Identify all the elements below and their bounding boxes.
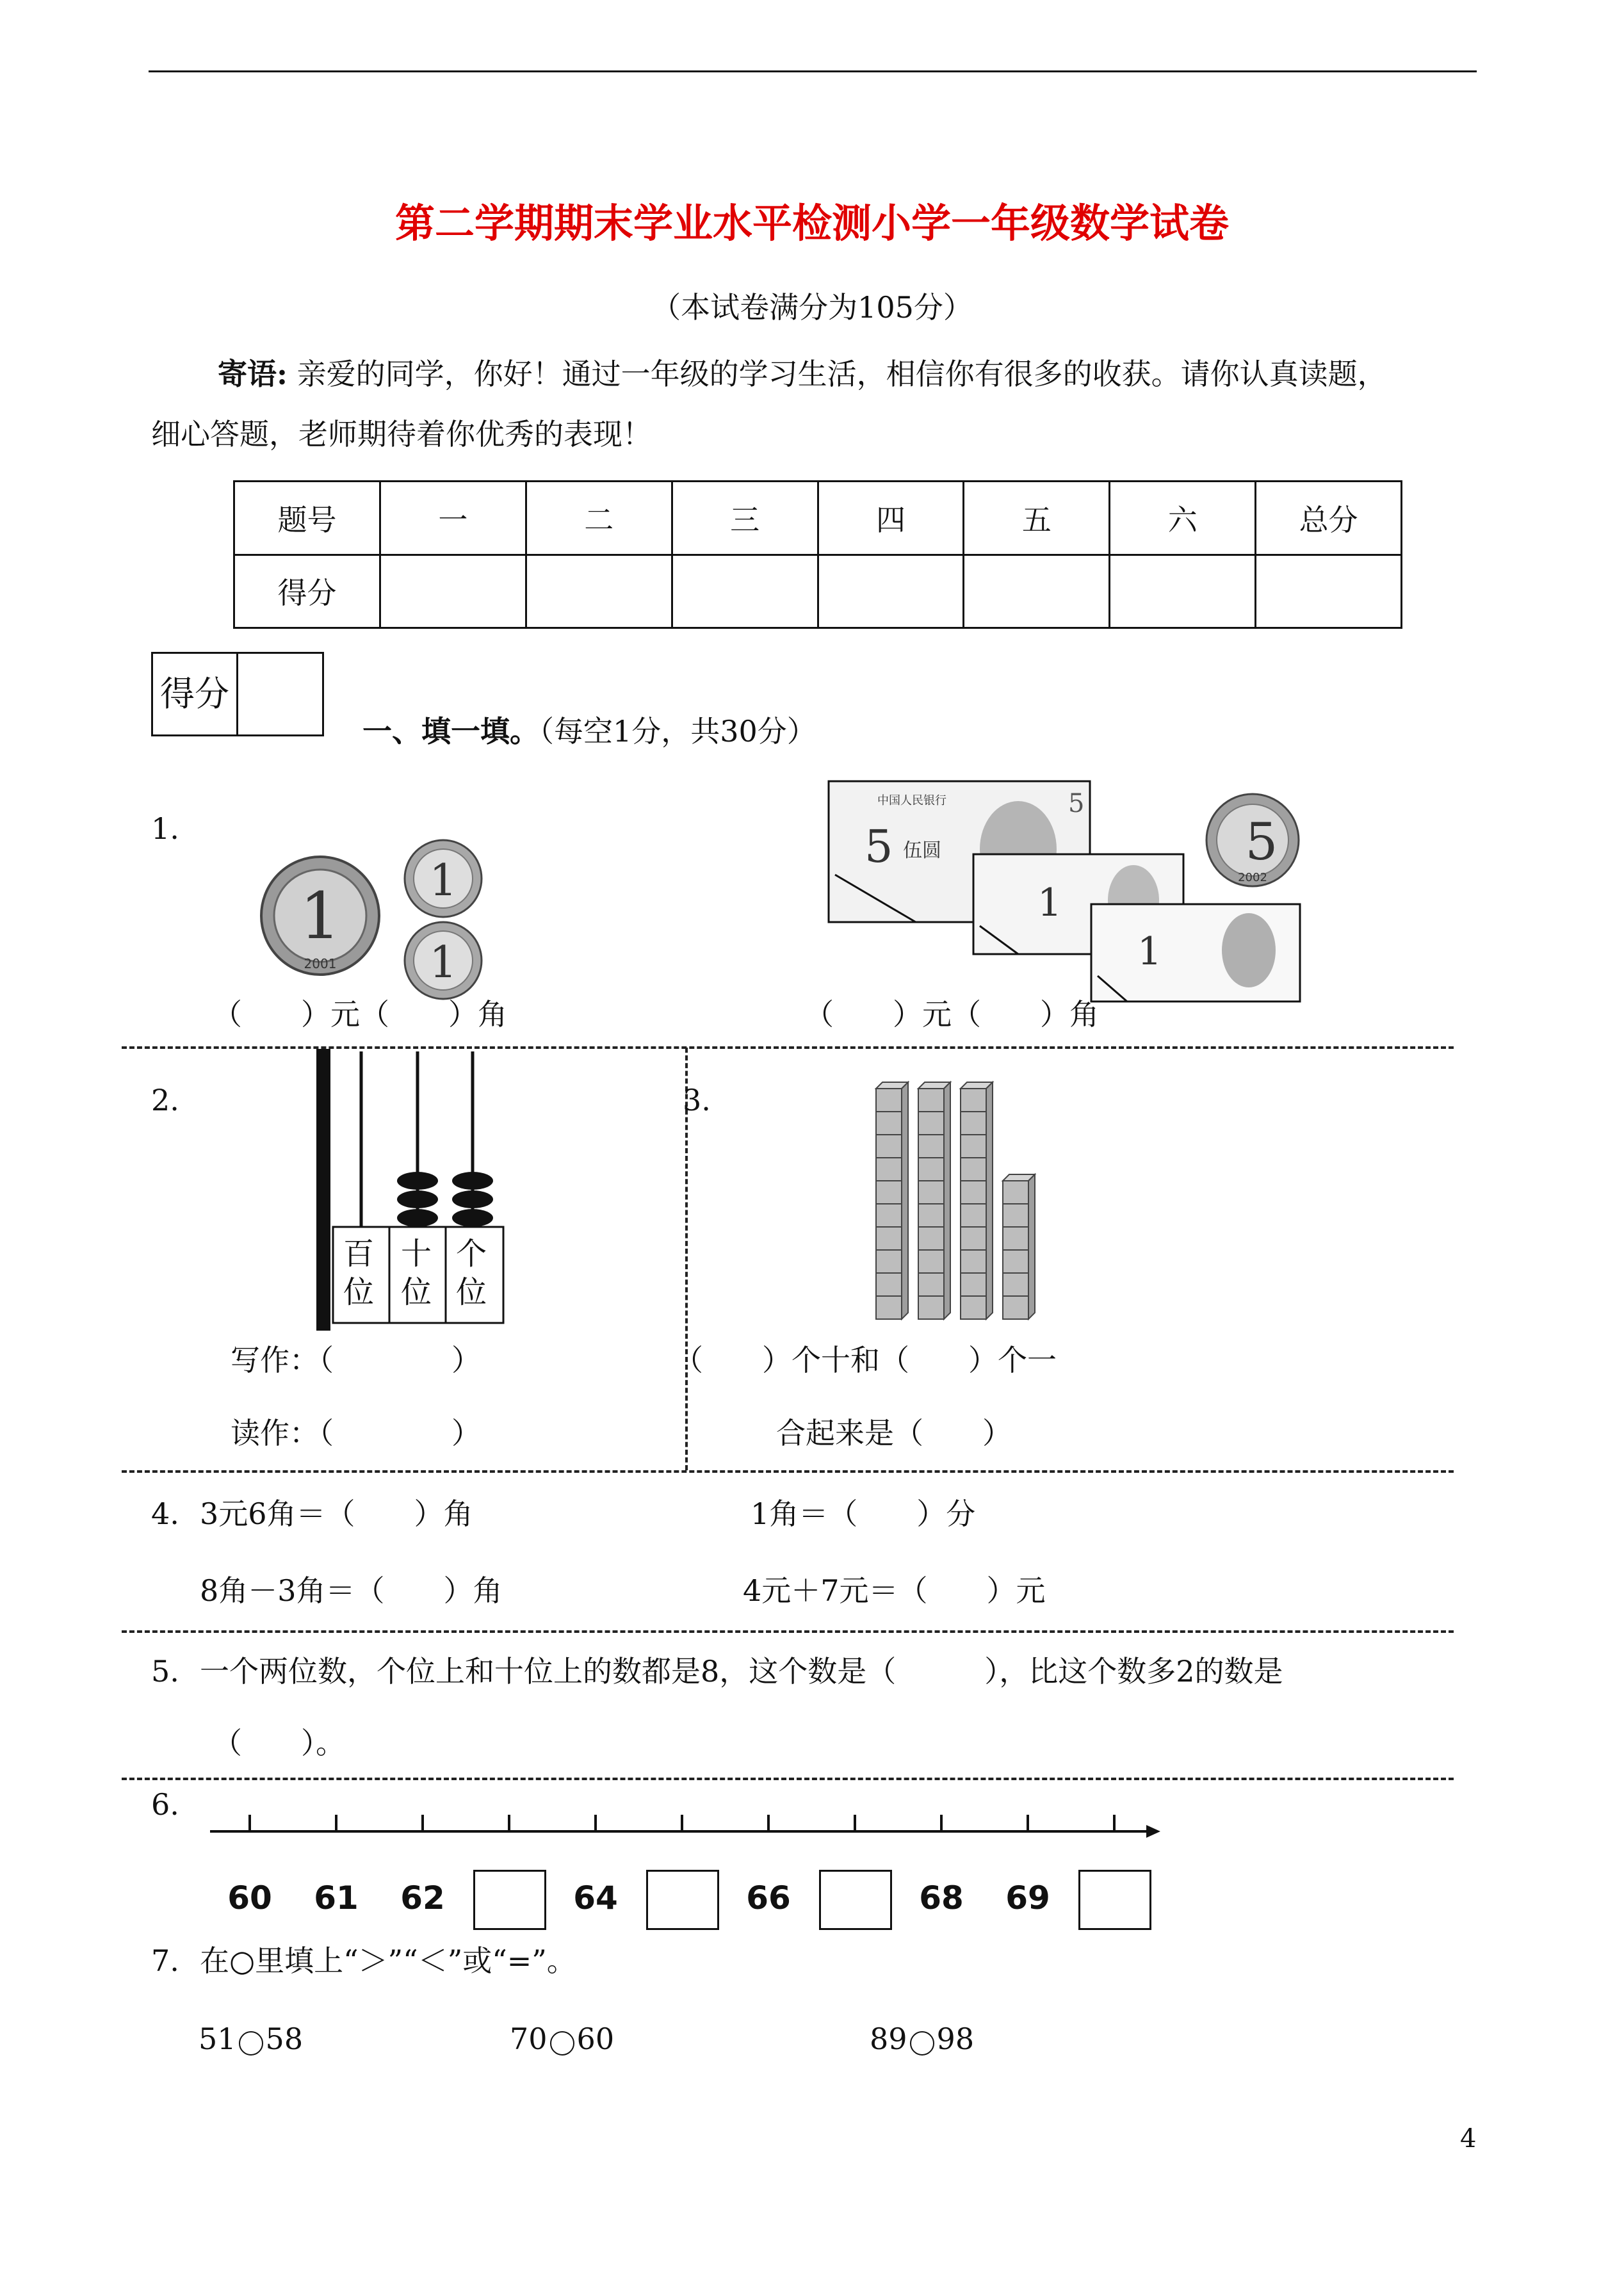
- block-cube: [1003, 1273, 1028, 1296]
- score-table-score-row: [234, 555, 1402, 628]
- q2-read[interactable]: 读作：（ ）: [231, 1416, 481, 1450]
- q4-d[interactable]: 4元＋7元＝（ ）元: [743, 1573, 1046, 1608]
- block-cube: [961, 1227, 986, 1250]
- score-table-header: 一: [380, 482, 526, 555]
- compare-circle[interactable]: [239, 2031, 263, 2056]
- q1-number: 1.: [151, 811, 179, 846]
- number-line-answer-box[interactable]: [473, 1870, 546, 1930]
- block-side: [986, 1082, 993, 1319]
- score-table-header: 二: [526, 482, 672, 555]
- header-rule: [149, 70, 1477, 72]
- q4-number: 4.: [151, 1496, 179, 1531]
- number-line-label: 62: [400, 1879, 445, 1917]
- number-line-label: 60: [227, 1879, 272, 1917]
- q7-item-3[interactable]: [870, 2021, 974, 2057]
- section-score-label: 得分: [153, 654, 238, 734]
- block-side: [902, 1082, 908, 1319]
- q3-number: 3.: [683, 1083, 711, 1117]
- greeting-line-2: 细心答题，老师期待着你优秀的表现！: [151, 417, 652, 451]
- coin-5-jiao-value: 5: [1245, 812, 1278, 872]
- score-cell[interactable]: [672, 555, 818, 628]
- abacus-bead: [397, 1172, 438, 1190]
- block-cube: [961, 1158, 986, 1181]
- number-line-label: 69: [1005, 1879, 1050, 1917]
- banknote-1-value: 1: [1037, 880, 1062, 925]
- abacus-frame-bar: [316, 1049, 330, 1331]
- q7-item-left: 89: [870, 2022, 907, 2056]
- number-line-label: 66: [746, 1879, 791, 1917]
- q5-number: 5.: [151, 1654, 179, 1689]
- coin-1-jiao-value: 1: [429, 937, 457, 988]
- banknote-5-corner: 5: [1068, 789, 1085, 818]
- greeting-text-1: 亲爱的同学，你好！通过一年级的学习生活，相信你有很多的收获。请你认真读题，: [296, 357, 1387, 391]
- block-cube: [961, 1273, 986, 1296]
- block-cube: [918, 1089, 944, 1112]
- block-cube: [876, 1250, 902, 1273]
- banknote-5-value: 5: [865, 820, 893, 873]
- q7-number: 7.: [151, 1943, 179, 1978]
- compare-circle[interactable]: [910, 2031, 934, 2056]
- score-cell[interactable]: [1110, 555, 1256, 628]
- block-cube: [1003, 1296, 1028, 1319]
- block-cube: [918, 1296, 944, 1319]
- greeting-label: 寄语: [218, 357, 277, 391]
- abacus-bead: [452, 1209, 493, 1227]
- coin-1-yuan: [261, 857, 379, 975]
- coin-5-jiao: [1206, 794, 1299, 886]
- q7-item-2[interactable]: [510, 2021, 614, 2057]
- score-table: [233, 480, 1402, 629]
- abacus-label-hundreds: 百位: [343, 1236, 375, 1310]
- block-cube: [961, 1204, 986, 1227]
- abacus-label-tens: 十位: [401, 1236, 432, 1310]
- block-cube: [961, 1181, 986, 1204]
- block-cube: [918, 1158, 944, 1181]
- banknote-1-yuan-front: [1091, 904, 1300, 1002]
- number-line-arrow: [1146, 1825, 1160, 1838]
- page-title: 第二学期期末学业水平检测小学一年级数学试卷: [394, 200, 1229, 247]
- q4-c[interactable]: 8角－3角＝（ ）角: [200, 1573, 503, 1608]
- block-cube: [1003, 1204, 1028, 1227]
- q7-item-left: 70: [510, 2022, 548, 2056]
- q1-money-right: [826, 779, 1313, 1009]
- coin-1-yuan-value: 1: [300, 879, 341, 953]
- score-table-header: 五: [964, 482, 1110, 555]
- block-cube: [876, 1227, 902, 1250]
- q6-number: 6.: [151, 1787, 179, 1822]
- score-table-header: 题号: [234, 482, 380, 555]
- block-cube: [961, 1135, 986, 1158]
- score-table-header: 三: [672, 482, 818, 555]
- coin-1-jiao-bottom: [405, 922, 482, 999]
- subtitle: （本试卷满分为105分）: [651, 290, 973, 325]
- number-line-answer-box[interactable]: [1078, 1870, 1151, 1930]
- abacus-bead: [452, 1172, 493, 1190]
- score-table-header: 六: [1110, 482, 1256, 555]
- section1-title: 一、填一填。: [362, 714, 539, 749]
- block-cube: [961, 1089, 986, 1112]
- block-cube: [876, 1135, 902, 1158]
- coin-5-jiao-year: 2002: [1238, 871, 1267, 884]
- abacus-bead: [397, 1190, 438, 1208]
- banknote-1-value: 1: [1137, 929, 1162, 974]
- coin-1-jiao-value: 1: [429, 856, 457, 906]
- number-line-answer-box[interactable]: [646, 1870, 719, 1930]
- block-cube: [918, 1204, 944, 1227]
- q2-write[interactable]: 写作：（ ）: [231, 1343, 481, 1377]
- q1-coins-left: [256, 832, 499, 1005]
- score-cell[interactable]: [818, 555, 964, 628]
- section1-note: （每空1分，共30分）: [539, 714, 816, 749]
- q7-instruction: 在○里填上“＞”“＜”或“=”。: [200, 1943, 576, 1978]
- greeting-colon: :: [277, 357, 288, 391]
- banknote-5-chinese: 伍圆: [903, 839, 941, 862]
- block-side: [1028, 1174, 1035, 1319]
- q4-b[interactable]: 1角＝（ ）分: [751, 1496, 976, 1531]
- block-cube: [876, 1204, 902, 1227]
- block-cube: [876, 1181, 902, 1204]
- block-cube: [961, 1112, 986, 1135]
- number-line-label: 64: [573, 1879, 618, 1917]
- number-line-label: 68: [919, 1879, 964, 1917]
- number-line-answer-box[interactable]: [819, 1870, 892, 1930]
- q3-line-1[interactable]: （ ）个十和（ ）个一: [674, 1343, 1057, 1377]
- block-cube: [1003, 1250, 1028, 1273]
- section1-heading: [362, 713, 816, 749]
- abacus-bead: [397, 1209, 438, 1227]
- banknote-bank-name: 中国人民银行: [877, 794, 946, 807]
- coin-1-jiao-top: [405, 840, 482, 917]
- q3-line-2[interactable]: 合起来是（ ）: [776, 1416, 1012, 1450]
- page-number: 4: [1460, 2124, 1477, 2153]
- q5-line-1[interactable]: 一个两位数，个位上和十位上的数都是8，这个数是（ ），比这个数多2的数是: [200, 1654, 1283, 1689]
- block-cube: [961, 1250, 986, 1273]
- section-score-box: [151, 652, 324, 736]
- q7-item-right: 98: [936, 2022, 975, 2056]
- block-cube: [918, 1227, 944, 1250]
- block-side: [944, 1082, 950, 1319]
- abacus-label-ones: 个位: [456, 1236, 487, 1310]
- score-cell[interactable]: [1256, 555, 1402, 628]
- block-cube: [918, 1181, 944, 1204]
- score-cell[interactable]: [964, 555, 1110, 628]
- q7-item-right: 58: [265, 2022, 304, 2056]
- block-cube: [876, 1112, 902, 1135]
- divider-2: [122, 1470, 1454, 1473]
- block-cube: [918, 1273, 944, 1296]
- block-cube: [876, 1296, 902, 1319]
- coin-1-yuan-year: 2001: [304, 956, 337, 971]
- block-cube: [961, 1296, 986, 1319]
- score-table-header-row: [234, 482, 1402, 555]
- section-score-field[interactable]: [238, 654, 322, 734]
- block-cube: [918, 1112, 944, 1135]
- block-cube: [918, 1135, 944, 1158]
- divider-4: [122, 1778, 1454, 1780]
- q7-item-1[interactable]: [199, 2021, 303, 2057]
- q7-item-right: 60: [576, 2022, 615, 2056]
- score-cell[interactable]: [526, 555, 672, 628]
- block-cube: [876, 1089, 902, 1112]
- q7-item-left: 51: [199, 2022, 236, 2056]
- q5-line-2[interactable]: （ ）。: [213, 1726, 345, 1760]
- abacus-bead: [452, 1190, 493, 1208]
- block-cube: [876, 1158, 902, 1181]
- block-cube: [1003, 1227, 1028, 1250]
- block-cube: [918, 1250, 944, 1273]
- compare-circle[interactable]: [550, 2031, 574, 2056]
- q1-right-answer[interactable]: （ ）元（ ）角: [804, 997, 1099, 1032]
- q2-number: 2.: [151, 1083, 179, 1117]
- base-ten-blocks: [871, 1050, 1050, 1326]
- block-cube: [1003, 1181, 1028, 1204]
- score-table-header: 总分: [1256, 482, 1402, 555]
- score-table-header: 四: [818, 482, 964, 555]
- greeting-line-1: [218, 356, 1387, 392]
- q4-a[interactable]: 3元6角＝（ ）角: [200, 1496, 473, 1531]
- q1-left-answer[interactable]: （ ）元（ ）角: [213, 997, 507, 1032]
- score-row-label: 得分: [234, 555, 380, 628]
- divider-3: [122, 1630, 1454, 1633]
- block-cube: [876, 1273, 902, 1296]
- score-cell[interactable]: [380, 555, 526, 628]
- number-line: [205, 1806, 1165, 1844]
- number-line-label: 61: [314, 1879, 359, 1917]
